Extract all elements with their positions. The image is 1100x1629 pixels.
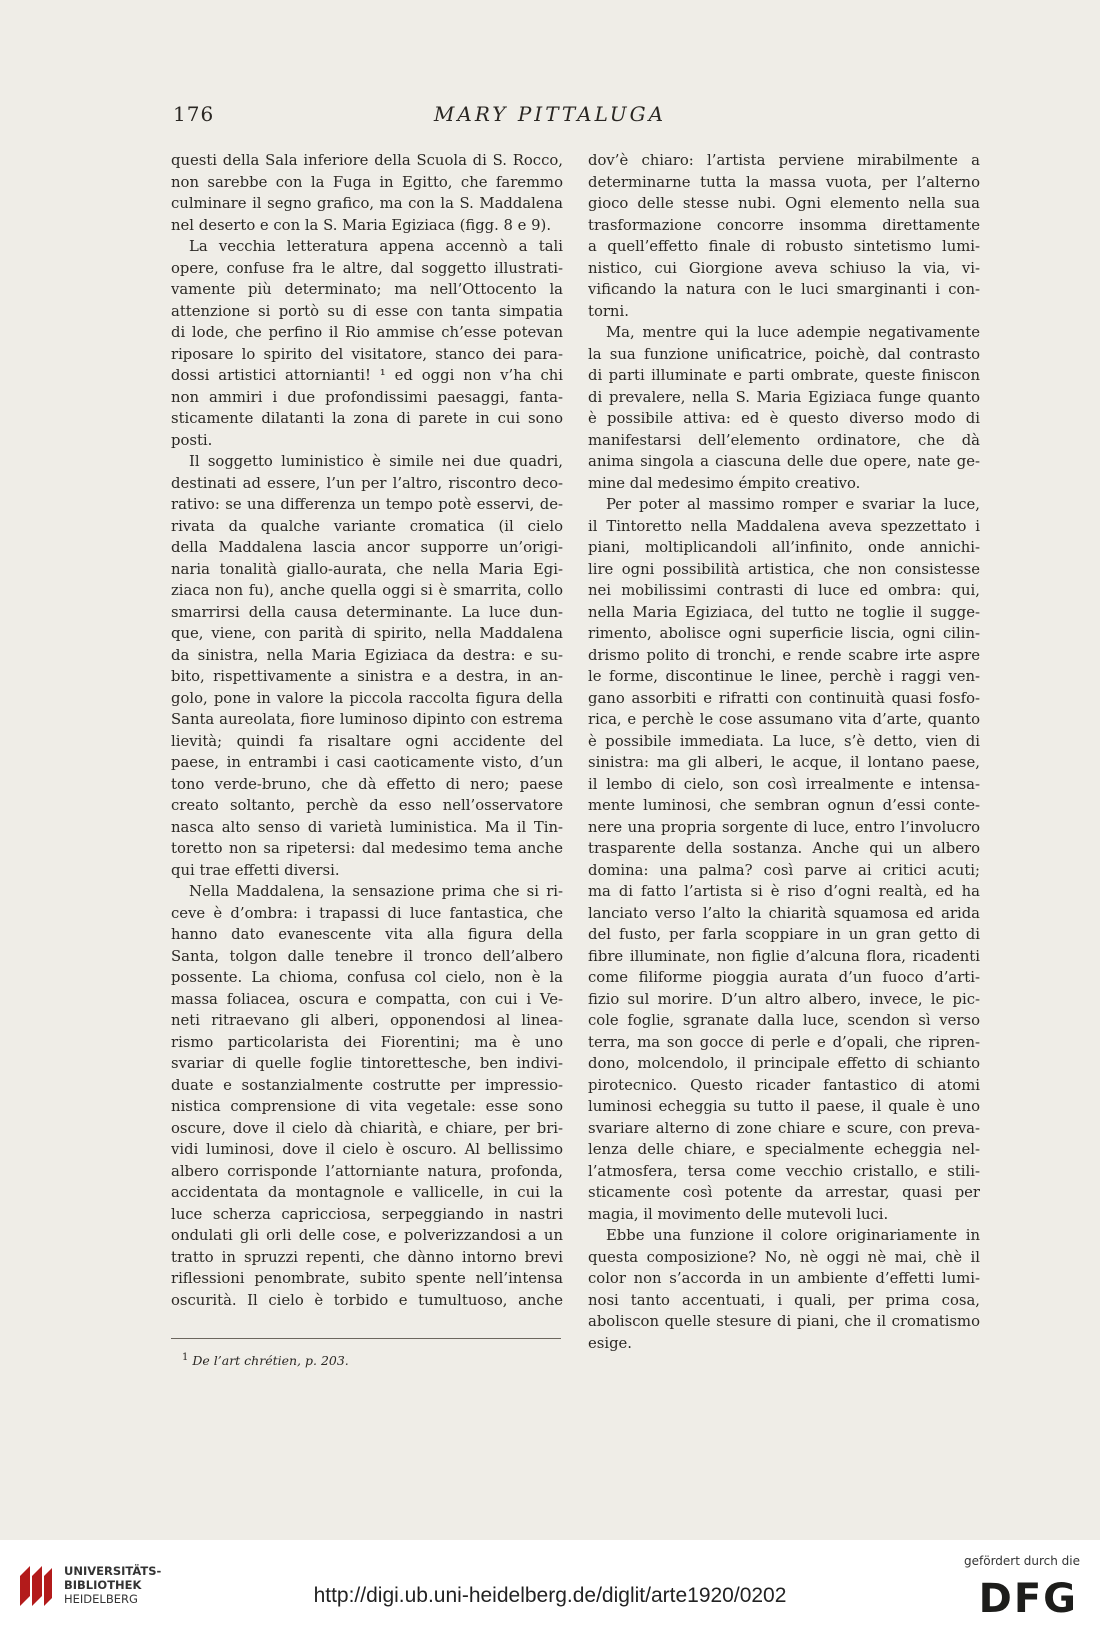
running-title: MARY PITTALUGA: [433, 102, 667, 126]
text-line: gano assorbiti e rifratti con continuità quasi fosfo-: [588, 689, 980, 707]
footnote-mark: 1: [182, 1352, 189, 1363]
text-line: anima singola a ciascuna delle due opere, nate ge-: [588, 453, 980, 470]
text-line: tono verde-bruno, che dà effetto di nero; paese: [171, 775, 563, 793]
text-line: duate e sostanzialmente costrutte per impressio-: [171, 1076, 563, 1094]
permalink-url[interactable]: http://digi.ub.uni-heidelberg.de/diglit/arte1920/0202: [313, 1584, 787, 1607]
text-line: possente. La chioma, confusa col cielo, non è la: [171, 969, 563, 986]
text-line: albero corrisponde l’attorniante natura, profonda,: [171, 1162, 563, 1180]
text-line: riposare lo spirito del visitatore, stanco dei para-: [171, 345, 563, 363]
text-line: lanciato verso l’alto la chiarità squamosa ed arida: [588, 904, 980, 922]
text-line: non ammiri i due profondissimi paesaggi, fanta-: [171, 388, 563, 406]
text-line: rica, e perchè le cose assumano vita d’arte, quanto: [588, 711, 980, 728]
text-line: domina: una palma? così parve ai critici acuti;: [588, 861, 980, 879]
text-line: Nella Maddalena, la sensazione prima che si ri-: [189, 883, 563, 900]
text-line: le forme, discontinue le linee, perchè i raggi ven-: [588, 668, 980, 685]
text-line: di parti illuminate e parti ombrate, queste finiscon: [588, 367, 980, 384]
text-line: Santa aureolata, fiore luminoso dipinto con estrema: [171, 711, 563, 728]
text-line: esige.: [588, 1334, 633, 1352]
text-line: questi della Sala inferiore della Scuola di S. Rocco,: [171, 152, 563, 169]
text-line: determinarne tutta la massa vuota, per l’alterno: [588, 173, 980, 191]
footnote: [182, 1352, 349, 1368]
text-line: nere una propria sorgente di luce, entro l’involucro: [588, 818, 980, 836]
text-line: ondulati gli orli delle cose, e polverizzandosi a un: [171, 1227, 563, 1244]
text-line: lire ogni possibilità artistica, che non consistesse: [588, 560, 980, 578]
text-line: naria tonalità giallo-aurata, che nella Maria Egi-: [171, 560, 563, 578]
text-line: del fusto, per farla scoppiare in un gran getto di: [588, 926, 980, 943]
text-line: fizio sul morire. D’un altro albero, invece, le pic-: [588, 990, 980, 1008]
text-line: aboliscon quelle stesure di piani, che il cromatismo: [588, 1313, 980, 1330]
text-line: La vecchia letteratura appena accennò a tali: [189, 238, 563, 255]
text-line: riflessioni penombrate, subito spente nell’intensa: [171, 1270, 563, 1287]
text-line: svariare alterno di zone chiare e scure, con preva-: [588, 1119, 980, 1137]
text-line: Ebbe una funzione il colore originariamente in: [606, 1227, 980, 1244]
text-line: dono, molcendolo, il principale effetto di schianto: [588, 1055, 980, 1072]
text-line: manifestarsi dell’elemento ordinatore, che dà: [588, 431, 980, 449]
text-line: qui trae effetti diversi.: [171, 861, 340, 879]
text-line: color non s’accorda in un ambiente d’effetti lumi-: [588, 1270, 980, 1287]
funding-note: gefördert durch die: [964, 1554, 1080, 1568]
text-line: oscurità. Il cielo è torbido e tumultuoso, anche: [171, 1291, 563, 1309]
text-line: vamente più determinato; ma nell’Ottocento la: [171, 281, 563, 298]
text-line: dossi artistici attornianti! ¹ ed oggi non v’ha chi: [171, 367, 563, 384]
library-name-line-2: BIBLIOTHEK: [64, 1578, 142, 1592]
text-line: trasparente della sostanza. Anche qui un albero: [588, 840, 980, 857]
text-line: lenza delle chiare, e specialmente echeggia nel-: [588, 1141, 980, 1158]
text-line: gioco delle stesse nubi. Ogni elemento nella sua: [588, 195, 980, 212]
text-line: toretto non sa ripetersi: dal medesimo tema anche: [171, 840, 563, 857]
text-line: nosi tanto accentuati, i quali, per prima cosa,: [588, 1291, 980, 1309]
text-line: nel deserto e con la S. Maria Egiziaca (figg. 8 e 9).: [171, 216, 552, 234]
text-line: terra, ma son gocce di perle e d’opali, che ripren-: [588, 1033, 980, 1051]
text-line: di lode, che perfino il Rio ammise ch’esse potevan: [171, 324, 563, 341]
text-line: opere, confuse fra le altre, dal soggetto illustrati-: [171, 259, 563, 277]
text-line: la sua funzione unificatrice, poichè, dal contrasto: [588, 345, 980, 363]
dfg-logo: DFG: [978, 1576, 1078, 1622]
text-line: pirotecnico. Questo ricader fantastico di atomi: [588, 1076, 980, 1094]
right-column: [588, 150, 980, 1354]
text-line: Ma, mentre qui la luce adempie negativamente: [606, 324, 980, 341]
text-line: il lembo di cielo, son così irrealmente e intensa-: [588, 775, 980, 793]
text-line: torni.: [588, 302, 629, 320]
text-line: luce scherza capricciosa, serpeggiando in nastri: [171, 1205, 563, 1223]
text-line: piani, moltiplicandoli all’infinito, onde annichi-: [588, 539, 980, 556]
text-line: da sinistra, nella Maria Egiziaca da destra: e su-: [171, 646, 563, 664]
text-line: mente luminosi, che sembran ognun d’essi conte-: [588, 797, 980, 814]
text-line: ma di fatto l’artista si è riso d’ogni realtà, ed ha: [588, 883, 980, 900]
text-line: Il soggetto luministico è simile nei due quadri,: [189, 453, 563, 470]
digitization-footer: [0, 1540, 1100, 1629]
text-line: bito, rispettivamente a sinistra e a destra, in an-: [171, 668, 563, 685]
text-line: oscure, dove il cielo dà chiarità, e chiare, per bri-: [171, 1119, 563, 1137]
text-line: que, viene, con parità di spirito, nella Maddalena: [171, 625, 563, 642]
text-line: di prevalere, nella S. Maria Egiziaca funge quanto: [588, 388, 980, 406]
text-line: rivata da qualche variante cromatica (il cielo: [171, 517, 563, 535]
text-line: magia, il movimento delle mutevoli luci.: [588, 1205, 889, 1223]
text-line: sticamente così potente da arrestar, quasi per: [588, 1184, 980, 1201]
text-line: è possibile attiva: ed è questo diverso modo di: [588, 410, 980, 427]
text-line: culminare il segno grafico, ma con la S. Maddalena: [171, 195, 563, 212]
text-line: rismo particolarista dei Fiorentini; ma è uno: [171, 1033, 563, 1051]
text-line: destinati ad essere, l’un per l’altro, riscontro deco-: [171, 474, 563, 492]
text-line: rimento, abolisce ogni superficie liscia, ogni cilin-: [588, 625, 980, 642]
page-number: 176: [173, 102, 215, 126]
running-head: [0, 102, 1100, 132]
text-line: dov’è chiaro: l’artista perviene mirabilmente a: [588, 152, 980, 169]
text-line: cole foglie, sgranate dalla luce, scendon sì verso: [588, 1012, 980, 1029]
footnote-rule: [171, 1338, 561, 1339]
text-line: nasca alto senso di varietà luministica. Ma il Tin-: [171, 818, 563, 836]
text-line: a quell’effetto finale di robusto sintetismo lumi-: [588, 238, 980, 255]
text-line: mine dal medesimo émpito creativo.: [588, 474, 861, 492]
text-line: neti ritraevano gli alberi, opponendosi al linea-: [171, 1012, 563, 1029]
text-line: Santa, tolgon dalle tenebre il tronco dell’albero: [171, 947, 563, 965]
text-line: non sarebbe con la Fuga in Egitto, che faremmo: [171, 173, 563, 191]
text-line: Per poter al massimo romper e svariar la luce,: [606, 496, 980, 513]
text-line: rativo: se una differenza un tempo potè esservi, de-: [171, 496, 563, 513]
text-line: nistico, cui Giorgione aveva schiuso la via, vi-: [588, 259, 980, 277]
text-line: attenzione si portò su di esse con tanta simpatia: [171, 302, 563, 320]
text-line: accidentata da montagnole e vallicelle, in cui la: [171, 1184, 563, 1201]
text-line: è possibile immediata. La luce, s’è detto, vien di: [588, 732, 980, 750]
text-line: sticamente dilatanti la zona di parete in cui sono: [171, 410, 563, 427]
text-line: luminosi echeggia su tutto il paese, il quale è uno: [588, 1098, 980, 1115]
text-line: vificando la natura con le luci smarginanti i con-: [588, 281, 980, 298]
text-line: posti.: [171, 431, 213, 449]
text-line: hanno dato evanescente vita alla figura della: [171, 926, 563, 943]
text-line: trasformazione concorre insomma direttamente: [588, 216, 980, 234]
text-line: vidi luminosi, dove il cielo è oscuro. Al bellissimo: [171, 1141, 563, 1158]
text-line: come filiforme pioggia aurata d’un fuoco d’arti-: [588, 969, 980, 986]
text-line: drismo polito di tronchi, e rende scabre irte aspre: [588, 646, 980, 664]
library-name-line-3: HEIDELBERG: [64, 1592, 138, 1606]
footnote-text: De l’art chrétien, p. 203.: [192, 1353, 349, 1369]
text-line: della Maddalena lascia ancor supporre un’origi-: [171, 539, 563, 556]
text-line: ziaca non fu), anche quella oggi si è smarrita, collo: [171, 582, 563, 599]
text-line: lievità; quindi fa risaltare ogni accidente del: [171, 732, 563, 750]
text-line: tratto in spruzzi repenti, che dànno intorno brevi: [171, 1248, 563, 1266]
text-line: l’atmosfera, tersa come vecchio cristallo, e stili-: [588, 1162, 980, 1180]
text-line: ceve è d’ombra: i trapassi di luce fantastica, che: [171, 904, 563, 922]
text-line: nella Maria Egiziaca, del tutto ne toglie il sugge-: [588, 603, 980, 621]
left-column: [171, 150, 563, 1311]
text-line: massa foliacea, oscura e compatta, con cui i Ve-: [171, 990, 563, 1008]
text-line: svariar di quelle foglie tintorettesche, ben indivi-: [171, 1055, 563, 1072]
text-line: creato soltanto, perchè da esso nell’osservatore: [171, 797, 563, 814]
text-line: paese, in entrambi i casi caoticamente visto, d’un: [171, 754, 563, 771]
text-line: questa composizione? No, nè oggi nè mai, chè il: [588, 1248, 980, 1266]
text-line: fibre illuminate, non figlie d’alcuna flora, ricadenti: [588, 947, 980, 965]
text-line: golo, pone in valore la piccola raccolta figura della: [171, 689, 563, 707]
text-line: nei mobilissimi contrasti di luce ed ombra: qui,: [588, 582, 980, 599]
text-line: smarrirsi della causa determinante. La luce dun-: [171, 603, 563, 621]
text-line: sinistra: ma gli alberi, le acque, il lontano paese,: [588, 754, 980, 771]
text-line: nistica comprensione di vita vegetale: esse sono: [171, 1098, 563, 1115]
library-name-line-1: UNIVERSITÄTS-: [64, 1564, 162, 1578]
text-line: il Tintoretto nella Maddalena aveva spezzettato i: [588, 517, 980, 535]
